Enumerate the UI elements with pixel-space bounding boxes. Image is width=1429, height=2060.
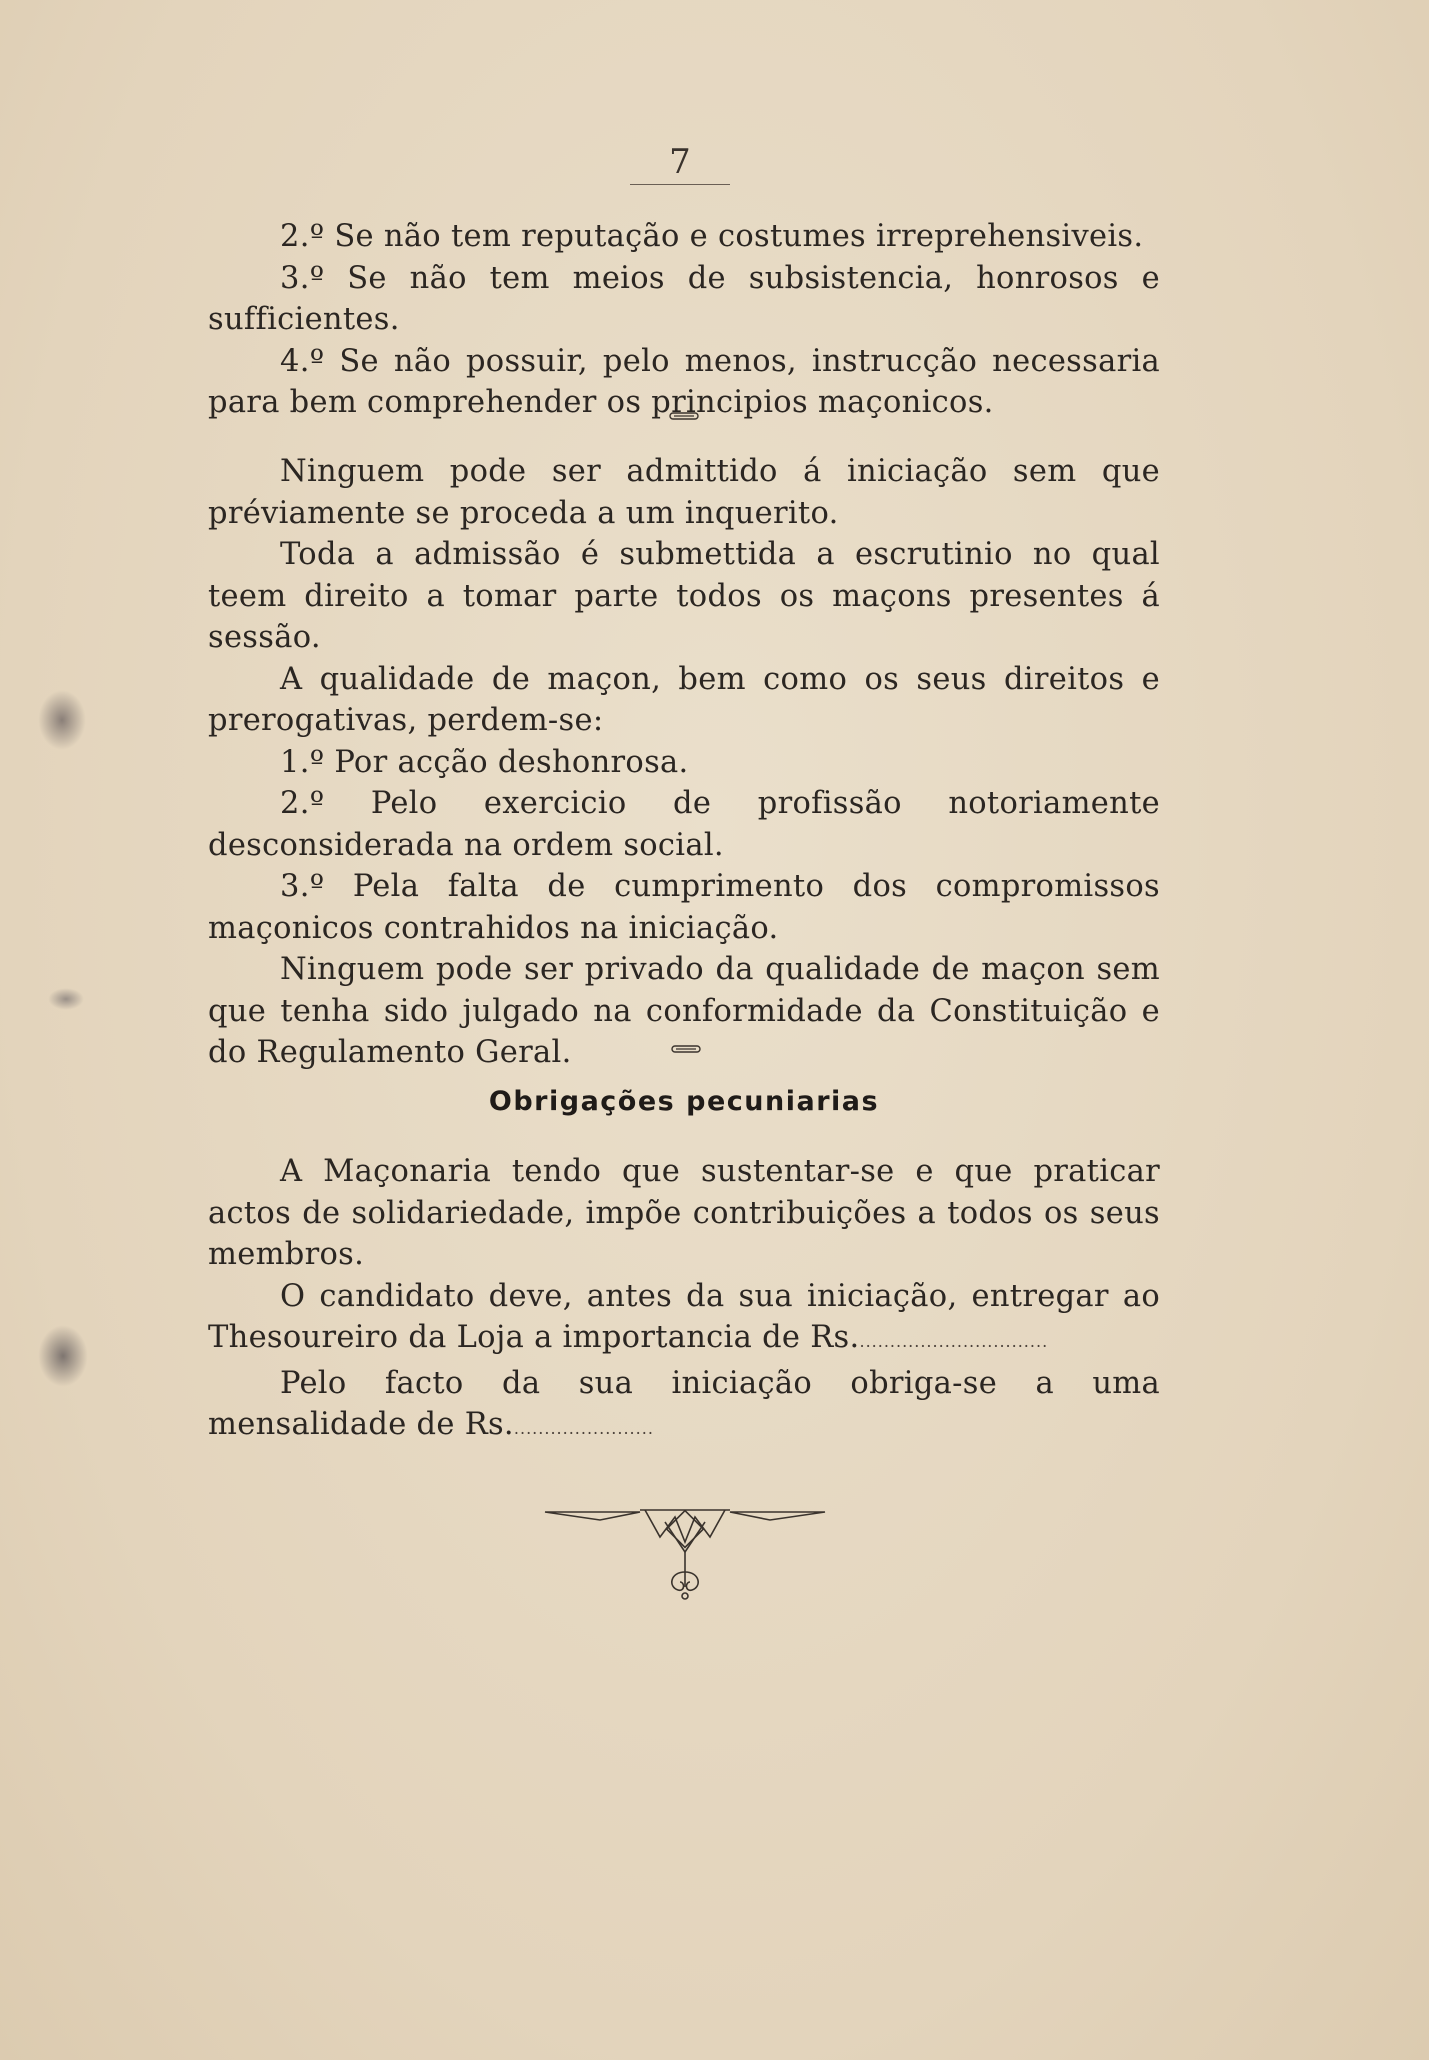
admission-section [208,451,1160,1074]
paragraph: Ninguem pode ser privado da qualidade de maçon sem que tenha sido julgado na conformidade da Constituição e do Regulamento Geral. [208,952,1160,1070]
divider-ornament [666,1042,706,1056]
conditions-list [208,216,1160,424]
paper-stain [38,1325,88,1387]
paragraph [208,1276,1160,1363]
paragraph-text: O candidato deve, antes da sua iniciação, entregar ao Thesoureiro da Loja a importancia de Rs. [208,1278,1160,1355]
paragraph-text: Pelo facto da sua iniciação obriga-se a uma mensalidade de Rs. [208,1365,1160,1442]
tailpiece-ornament [540,1492,830,1602]
paper-stain [38,690,86,750]
list-item: 3.º Se não tem meios de subsistencia, honrosos e sufficientes. [208,260,1160,337]
paragraph [208,1363,1160,1450]
fill-in-blank: ............................... [859,1332,1049,1351]
list-item: 2.º Se não tem reputação e costumes irreprehensiveis. [280,219,1144,254]
paragraph: Ninguem pode ser admittido á iniciação sem que préviamente se proceda a um inquerito. [208,454,1160,531]
list-item: 1.º Por acção deshonrosa. [280,744,689,780]
list-item: 3.º Pela falta de cumprimento dos compromissos maçonicos contrahidos na iniciação. [208,869,1160,946]
divider-ornament [664,409,704,423]
section-title: Obrigações pecuniarias [488,1086,880,1117]
financial-obligations [208,1151,1160,1450]
page-number: 7 [630,140,730,185]
paragraph: A qualidade de maçon, bem como os seus direitos e prerogativas, perdem-se: [208,661,1160,738]
paragraph: A Maçonaria tendo que sustentar-se e que praticar actos de solidariedade, impõe contribuições a todos os seus membros. [208,1154,1160,1272]
list-item: 4.º Se não possuir, pelo menos, instrucção necessaria para bem comprehender os principios maçonicos. [208,343,1160,420]
fill-in-blank: ....................... [513,1419,654,1438]
list-item: 2.º Pelo exercicio de profissão notoriamente desconsiderada na ordem social. [208,786,1160,863]
paragraph: Toda a admissão é submettida a escrutinio no qual teem direito a tomar parte todos os maçons presentes á sessão. [208,537,1160,655]
paper-stain [48,988,84,1010]
